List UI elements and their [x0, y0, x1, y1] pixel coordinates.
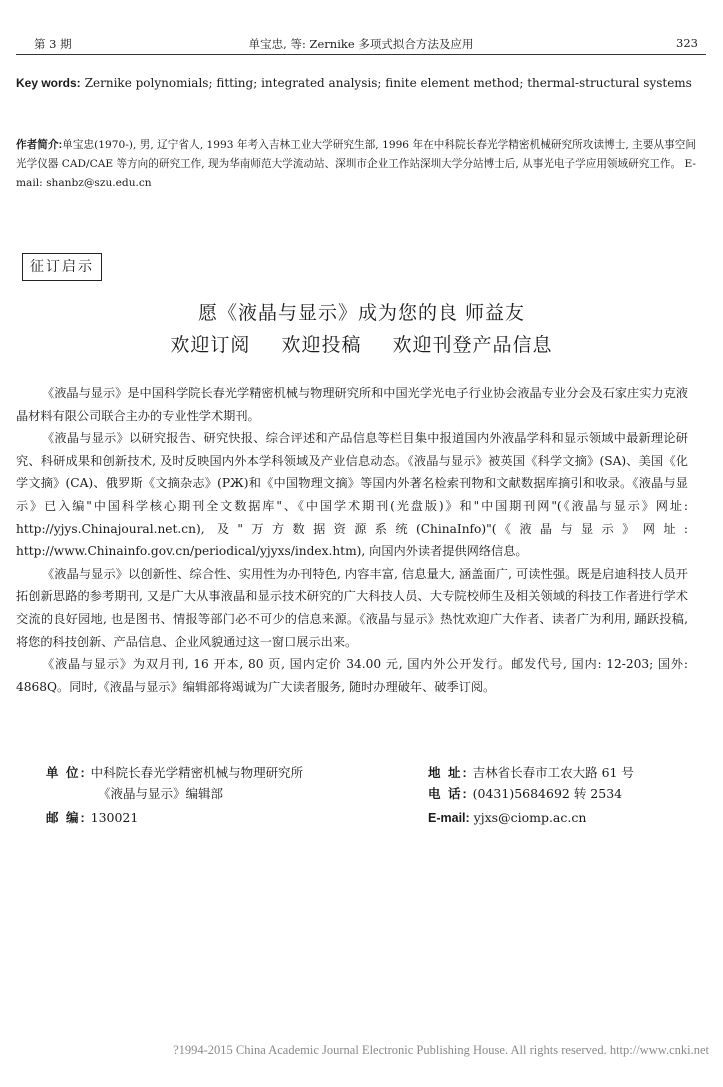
notice-title: 愿《液晶与显示》成为您的良 师益友 [197, 302, 526, 324]
author-bio-text: 单宝忠(1970-), 男, 辽宁省人, 1993 年考入吉林工业大学研究生部, 1996 年在中科院长春光学精密机械研究所攻读博士, 主要从事空间光学仪器 CAD/CAE 等方向的研究工作, 现为华南师范大学流动站、深圳市企业工作站深圳大学分站博士后, 从事光电子学应用领域研究工作。 E-mail: shanbz@szu.edu.cn [16, 139, 696, 189]
notice-body [16, 382, 688, 698]
subtitle-advertise: 欢迎刊登产品信息 [392, 334, 553, 356]
paragraph: 《液晶与显示》以研究报告、研究快报、综合评述和产品信息等栏目集中报道国内外液晶学科和显示领域中最新理论研究、科研成果和创新技术, 及时反映国内外本学科领域及产业信息动态。《液晶与显示》被英国《科学文摘》(SA)、美国《化学文摘》(CA)、俄罗斯《文摘杂志》(PЖ)和《中国物理文摘》等国内外著名检索刊物和文献数据库摘引和收录。《液晶与显示》已入编"中国科学核心期刊全文数据库"、《中国学术期刊(光盘版)》和"中国期刊网"(《液晶与显示》网址: http://yjys.Chinajoural.net.cn), 及"万方数据资源系统(ChinaInfo)"(《液晶与显示》网址: http://www.Chinainfo.gov.cn/periodical/yjyxs/index.htm), 向国内外读者提供网络信息。 [16, 431, 688, 559]
email-row [428, 807, 586, 830]
phone-label: 电 话: [428, 787, 469, 801]
subtitle-submit: 欢迎投稿 [281, 334, 362, 356]
running-header [16, 36, 706, 52]
address-label: 地 址: [428, 766, 469, 780]
author-bio [16, 136, 696, 193]
phone-row [428, 783, 622, 806]
postcode-label: 邮 编: [46, 811, 87, 825]
unit-label: 单 位: [46, 766, 87, 780]
header-rule [16, 54, 706, 55]
subtitle-subscribe: 欢迎订阅 [170, 334, 251, 356]
paragraph: 《液晶与显示》是中国科学院长春光学精密机械与物理研究所和中国光学光电子行业协会液晶专业分会及石家庄实力克液晶材料有限公司联合主办的专业性学术期刊。 [16, 386, 688, 423]
notice-subtitle [0, 330, 723, 357]
keywords-label: Key words: [16, 76, 81, 90]
unit-value: 中科院长春光学精密机械与物理研究所 [90, 765, 304, 780]
unit-value-2: 《液晶与显示》编辑部 [98, 786, 224, 801]
page-number: 323 [676, 36, 698, 50]
unit-row-2 [98, 783, 223, 805]
author-bio-label: 作者简介: [16, 139, 63, 151]
keywords-text: Zernike polynomials; fitting; integrated analysis; finite element method; thermal-structural systems [84, 76, 692, 90]
unit-row [46, 762, 303, 785]
email-value: yjxs@ciomp.ac.cn [473, 810, 587, 825]
issue-number: 第 3 期 [34, 37, 72, 51]
copyright-footer: ?1994-2015 China Academic Journal Electronic Publishing House. All rights reserved. http://www.cnki.net [173, 1043, 709, 1057]
phone-value: (0431)5684692 转 2534 [472, 786, 623, 801]
postcode-value: 130021 [90, 810, 139, 825]
email-label: E-mail: [428, 811, 470, 825]
address-row [428, 762, 634, 785]
paragraph: 《液晶与显示》为双月刊, 16 开本, 80 页, 国内定价 34.00 元, 国内外公开发行。邮发代号, 国内: 12-203; 国外: 4868Q。同时,《液晶与显示》编辑部将竭诚为广大读者服务, 随时办理破年、破季订阅。 [16, 657, 688, 694]
address-value: 吉林省长春市工农大路 61 号 [472, 765, 634, 780]
keywords [16, 72, 696, 94]
paragraph: 《液晶与显示》以创新性、综合性、实用性为办刊特色, 内容丰富, 信息量大, 涵盖面广, 可读性强。既是启迪科技人员开拓创新思路的参考期刊, 又是广大从事液晶和显示技术研究的广大科技人员、大专院校师生及相关领域的科技工作者进行学术交流的良好园地, 也是图书、情报等部门必不可少的信息来源。《液晶与显示》热忱欢迎广大作者、读者广为利用, 踊跃投稿, 将您的科技创新、产品信息、企业风貌通过这一窗口展示出来。 [16, 566, 688, 649]
running-title: 单宝忠, 等: Zernike 多项式拟合方法及应用 [248, 37, 474, 51]
notice-box-label: 征订启示 [22, 253, 102, 281]
postcode-row [46, 807, 138, 830]
